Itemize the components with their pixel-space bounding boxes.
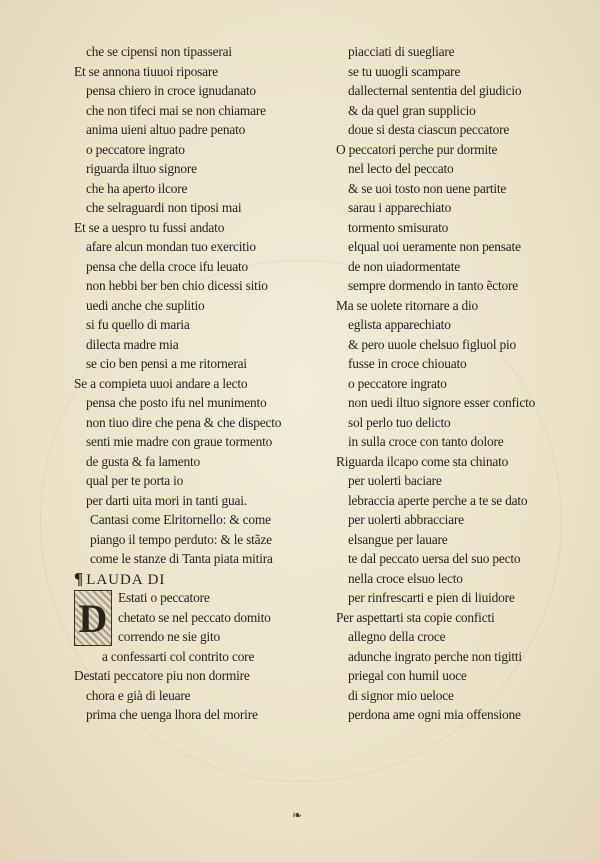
verse-line: chora e già di leuare <box>86 687 191 703</box>
verse-line: dilecta madre mia <box>86 336 179 352</box>
verse-line: elqual uoi ueramente non pensate <box>348 239 521 254</box>
verse-line: a confessarti col contrito core <box>102 648 255 664</box>
verse-line: allegno della croce <box>348 629 446 644</box>
verse-line: per uolerti baciare <box>348 473 442 488</box>
verse-line: che se cipensi non tipasserai <box>86 44 232 59</box>
verse-line: afare alcun mondan tuo exercitio <box>86 239 256 254</box>
initial-block <box>74 588 324 647</box>
verse-line: per darti uita mori in tanti guai. <box>86 492 247 508</box>
verse-line: Destati peccatore piu non dormire <box>74 668 250 683</box>
verse-line: pensa chiero in croce ignudanato <box>86 83 256 98</box>
verse-line: doue si desta ciascun peccatore <box>348 122 510 137</box>
verse-line: di signor mio ueloce <box>348 687 454 703</box>
verse-line: nella croce elsuo lecto <box>348 570 463 586</box>
verse-line: come le stanze di Tanta piata mitira <box>90 551 273 566</box>
pilcrow-icon: ¶ <box>74 568 85 588</box>
verse-line: piacciati di suegliare <box>348 44 455 59</box>
verse-line: & se uoi tosto non uene partite <box>348 180 507 196</box>
verse-line: senti mie madre con graue tormento <box>86 434 273 449</box>
heading-text: LAUDA DI <box>86 571 166 588</box>
verse-line: in sulla croce con tanto dolore <box>348 434 504 449</box>
verse-line: qual per te porta io <box>86 473 184 488</box>
verse-line: non hebbi ber ben chio dicessi sitio <box>86 278 268 293</box>
right-column <box>336 42 576 725</box>
verse-line: che ha aperto ilcore <box>86 180 188 196</box>
ornament-mark: ❧ <box>292 808 303 822</box>
verse-line: sol perlo tuo delicto <box>348 414 451 430</box>
verse-line: o peccatore ingrato <box>348 375 447 391</box>
verse-line: uedi anche che suplitio <box>86 297 205 313</box>
verse-line: non tiuo dire che pena & che dispecto <box>86 414 282 430</box>
initial-line: correndo ne sie gito <box>118 629 220 644</box>
verse-line: & pero uuole chelsuo figluol pio <box>348 336 517 352</box>
verse-line: tormento smisurato <box>348 219 449 235</box>
verse-line: non uedi iltuo signore esser conficto <box>348 395 536 410</box>
verse-line: lebraccia aperte perche a te se dato <box>348 492 528 508</box>
verse-line: Per aspettarti sta copie conficti <box>336 609 495 625</box>
verse-line: de non uiadormentate <box>348 258 461 274</box>
verse-line: priegal con humil uoce <box>348 668 467 683</box>
verse-line: per rinfrescarti e pien di liuidore <box>348 590 515 605</box>
verse-line: Et se a uespro tu fussi andato <box>74 219 225 235</box>
verse-line: che selraguardi non tiposi mai <box>86 200 242 215</box>
verse-line: Ma se uolete ritornare a dio <box>336 297 479 313</box>
verse-line: O peccatori perche pur dormite <box>336 141 498 157</box>
verse-line: fusse in croce chiouato <box>348 356 467 371</box>
initial-line: chetato se nel peccato domito <box>118 609 271 625</box>
initial-line: Estati o peccatore <box>118 590 210 605</box>
left-verse-block-a <box>74 42 324 569</box>
verse-line: perdona ame ogni mia offensione <box>348 707 521 722</box>
verse-line: per uolerti abbracciare <box>348 512 464 527</box>
decorated-initial: D <box>74 590 112 646</box>
lauda-heading <box>74 569 324 589</box>
verse-line: te dal peccato uersa del suo pecto <box>348 551 521 566</box>
verse-line: anima uieni altuo padre penato <box>86 122 246 137</box>
verse-line: dallecternal sententia del giudicio <box>348 83 522 98</box>
verse-line: sarau i apparechiato <box>348 200 452 215</box>
verse-line: pensa che posto ifu nel munimento <box>86 395 267 410</box>
verse-line: che non tifeci mai se non chiamare <box>86 102 266 118</box>
verse-line: sempre dormendo in tanto ẽctore <box>348 278 519 293</box>
verse-line: Et se annona tiuuoi riposare <box>74 63 218 79</box>
verse-line: Se a compieta uuoi andare a lecto <box>74 375 248 391</box>
verse-line: Cantasi come Elritornello: & come <box>90 512 271 527</box>
left-column <box>74 42 324 725</box>
left-verse-block-b <box>74 647 324 725</box>
verse-line: de gusta & fa lamento <box>86 453 201 469</box>
verse-line: Riguarda ilcapo come sta chinato <box>336 453 509 469</box>
verse-line: o peccatore ingrato <box>86 141 185 157</box>
verse-line: eglista apparechiato <box>348 317 451 332</box>
right-verse-block <box>336 42 576 725</box>
verse-line: se cio ben pensi a me ritornerai <box>86 356 247 371</box>
verse-line: piango il tempo perduto: & le stãze <box>90 531 272 547</box>
verse-line: nel lecto del peccato <box>348 161 454 176</box>
verse-line: si fu quello di maria <box>86 317 190 332</box>
verse-line: se tu uuogli scampare <box>348 63 461 79</box>
verse-line: riguarda iltuo signore <box>86 161 197 176</box>
verse-line: prima che uenga lhora del morire <box>86 707 258 722</box>
verse-line: pensa che della croce ifu leuato <box>86 258 249 274</box>
verse-line: adunche ingrato perche non tigitti <box>348 648 522 664</box>
verse-line: elsangue per lauare <box>348 531 448 547</box>
verse-line: & da quel gran supplicio <box>348 102 476 118</box>
